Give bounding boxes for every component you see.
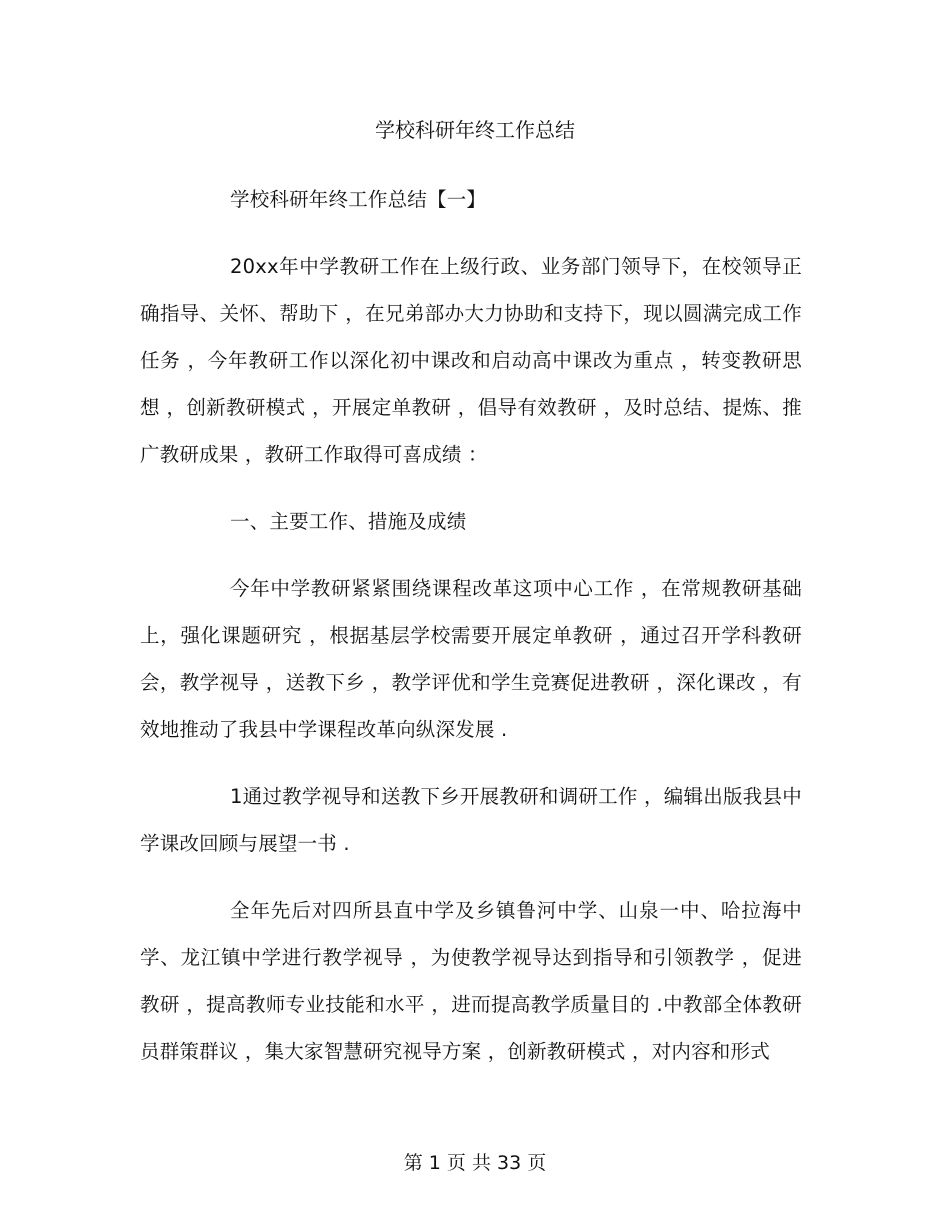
page-number-footer: 第 1 页 共 33 页 xyxy=(403,1152,547,1174)
paragraph-intro: 20xx年中学教研工作在上级行政、业务部门领导下，在校领导正确指导、关怀、帮助下 ，在兄弟部办大力协助和支持下，现以圆满完成工作任务 ，今年教研工作以深化初中课改和启动高中课改为重点 ，转变教研思想 ，创新教研模式 ，开展定单教研 ，倡导有效教研 ，及时总结、提炼、推广教研成果 ，教研工作取得可喜成绩 ： xyxy=(140,255,802,466)
document-title: 学校科研年终工作总结 xyxy=(375,118,575,142)
paragraph-item-1: 1通过教学视导和送教下乡开展教研和调研工作 ，编辑出版我县中学课改回顾与展望一书 . xyxy=(140,785,802,855)
document-body xyxy=(140,176,802,1075)
paragraph-main-work: 今年中学教研紧紧围绕课程改革这项中心工作 ，在常规教研基础上，强化课题研究 ，根据基层学校需要开展定单教研 ，通过召开学科教研会，教学视导 ，送教下乡 ，教学评优和学生竞赛促进教研 ，深化课改 ，有效地推动了我县中学课程改革向纵深发展 . xyxy=(140,577,802,741)
subsection-heading: 一、主要工作、措施及成绩 xyxy=(230,510,467,533)
paragraph-inspection: 全年先后对四所县直中学及乡镇鲁河中学、山泉一中、哈拉海中学、龙江镇中学进行教学视导 ，为使教学视导达到指导和引领教学 ，促进教研 ，提高教师专业技能和水平 ，进而提高教学质量目的 .中教部全体教研员群策群议 ，集大家智慧研究视导方案 ，创新教研模式 ，对内容和形式 xyxy=(140,899,802,1063)
section-heading: 学校科研年终工作总结【一】 xyxy=(230,188,487,211)
